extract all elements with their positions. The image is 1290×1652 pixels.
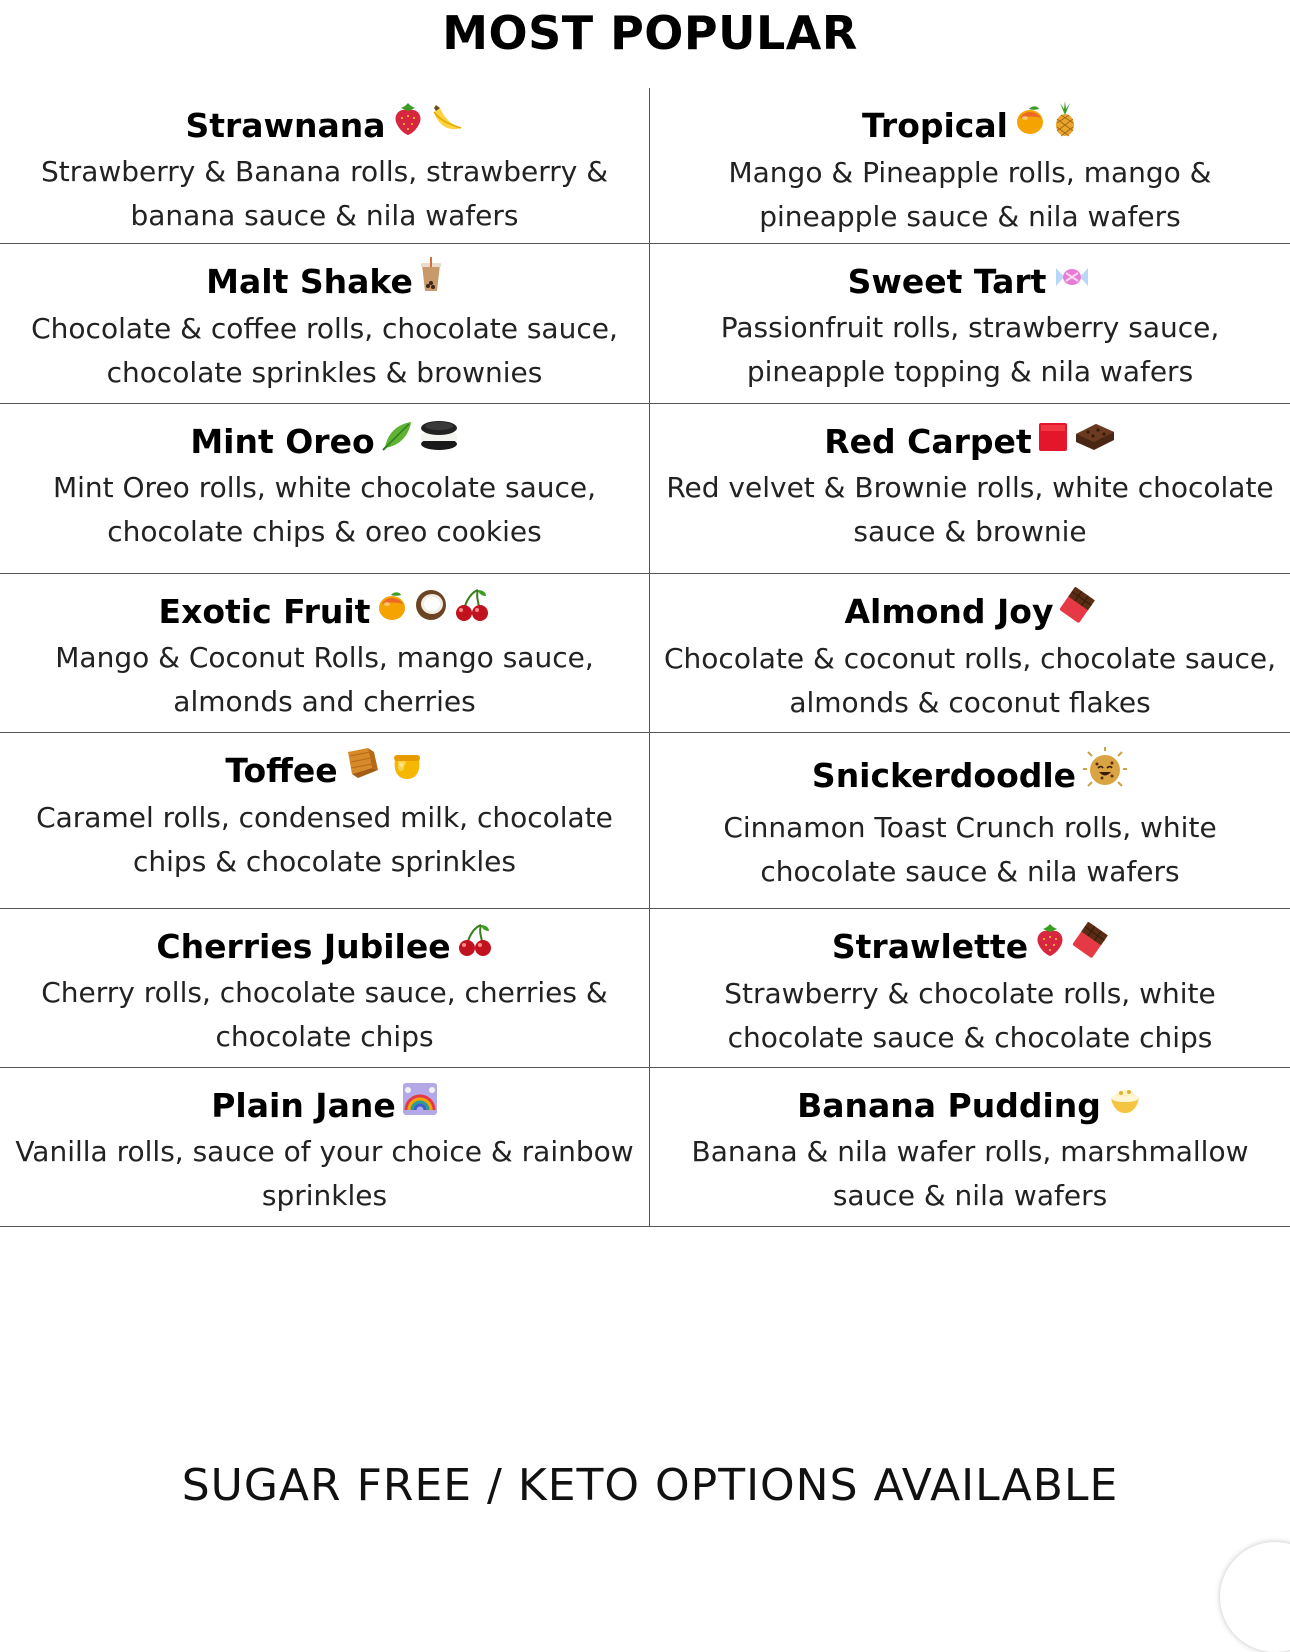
- item-name: Strawlette: [831, 927, 1029, 966]
- item-name: Snickerdoodle: [811, 756, 1077, 795]
- candy-icon: [1052, 259, 1092, 303]
- item-name: Banana Pudding: [797, 1086, 1101, 1125]
- item-description: Cinnamon Toast Crunch rolls, white chocolate sauce & nila wafers: [723, 811, 1217, 888]
- item-name-line: [650, 1084, 1290, 1130]
- menu-item-left: [0, 733, 650, 908]
- mango-icon: [376, 589, 408, 633]
- item-name-line: [650, 925, 1290, 972]
- item-description: Strawberry & chocolate rolls, white chocolate sauce & chocolate chips: [724, 977, 1216, 1054]
- menu-row: [0, 88, 1290, 244]
- item-description: Mango & Coconut Rolls, mango sauce, almonds and cherries: [55, 641, 594, 718]
- item-description: Mango & Pineapple rolls, mango & pineapple sauce & nila wafers: [728, 156, 1212, 233]
- menu-item-left: [0, 404, 650, 573]
- item-name-line: [650, 590, 1290, 637]
- item-name-line: [0, 104, 649, 150]
- cherries-icon: [454, 588, 490, 633]
- item-name-line: [650, 104, 1290, 151]
- menu-item-right: [650, 88, 1290, 243]
- item-description: Cherry rolls, chocolate sauce, cherries & chocolate chips: [41, 976, 608, 1053]
- menu-row: [0, 1068, 1290, 1227]
- item-description: Vanilla rolls, sauce of your choice & rainbow sprinkles: [15, 1135, 634, 1212]
- menu-item-right: [650, 404, 1290, 573]
- cherries-icon: [457, 923, 493, 968]
- bubble-tea-icon: [419, 257, 443, 304]
- menu-item-right: [650, 733, 1290, 908]
- item-name-line: [0, 590, 649, 636]
- item-description: Passionfruit rolls, strawberry sauce, pineapple topping & nila wafers: [720, 310, 1220, 388]
- corner-curl: [1220, 1542, 1290, 1652]
- strawberry-icon: [1034, 923, 1066, 968]
- mango-icon: [1014, 103, 1046, 147]
- item-name-line: [0, 1084, 649, 1130]
- item-description: Chocolate & coffee rolls, chocolate sauce, chocolate sprinkles & brownies: [31, 312, 618, 389]
- item-name-line: [650, 420, 1290, 466]
- rainbow-icon: [402, 1082, 438, 1127]
- menu-item-left: [0, 244, 650, 403]
- menu-item-left: [0, 574, 650, 732]
- item-name: Mint Oreo: [190, 422, 375, 461]
- banana-icon: [430, 102, 464, 147]
- leaf-icon: [381, 418, 413, 463]
- menu-item-right: [650, 574, 1290, 732]
- menu-row: [0, 909, 1290, 1068]
- item-name: Exotic Fruit: [158, 592, 371, 631]
- menu-row: [0, 574, 1290, 733]
- item-name-line: [0, 749, 649, 796]
- item-description: Chocolate & coconut rolls, chocolate sauce, almonds & coconut flakes: [664, 642, 1276, 719]
- item-name: Almond Joy: [844, 592, 1054, 631]
- item-name: Malt Shake: [206, 262, 413, 301]
- honey-pot-icon: [390, 747, 424, 792]
- item-name-line: [0, 260, 649, 307]
- menu-item-left: [0, 1068, 650, 1226]
- item-name: Cherries Jubilee: [156, 927, 451, 966]
- item-name: Tropical: [862, 106, 1008, 145]
- chocolate-bar-icon: [1059, 587, 1095, 634]
- item-name-line: [650, 749, 1290, 806]
- item-name-line: [0, 420, 649, 466]
- item-description: Strawberry & Banana rolls, strawberry & banana sauce & nila wafers: [40, 155, 609, 232]
- chocolate-bar-icon: [1072, 922, 1108, 969]
- strawberry-icon: [392, 102, 424, 147]
- red-square-icon: [1038, 419, 1068, 463]
- menu-grid: [0, 88, 1290, 1227]
- page-title: MOST POPULAR: [442, 6, 858, 60]
- brownie-icon: [1074, 419, 1116, 463]
- item-name: Toffee: [225, 751, 338, 790]
- menu-item-right: [650, 1068, 1290, 1226]
- menu-item-right: [650, 909, 1290, 1067]
- menu-row: [0, 733, 1290, 909]
- item-name: Strawnana: [185, 106, 386, 145]
- pudding-bowl-icon: [1107, 1082, 1143, 1127]
- menu-item-left: [0, 88, 650, 243]
- menu-item-left: [0, 909, 650, 1067]
- item-description: Caramel rolls, condensed milk, chocolate chips & chocolate sprinkles: [36, 801, 613, 878]
- item-description: Mint Oreo rolls, white chocolate sauce, chocolate chips & oreo cookies: [52, 471, 597, 548]
- menu-row: [0, 404, 1290, 574]
- item-name: Red Carpet: [824, 422, 1032, 461]
- cookie-face-icon: [1082, 746, 1128, 803]
- caramel-icon: [344, 746, 384, 793]
- item-name-line: [0, 925, 649, 971]
- pineapple-icon: [1052, 101, 1078, 148]
- item-description: Red velvet & Brownie rolls, white chocolate sauce & brownie: [666, 470, 1274, 548]
- coconut-icon: [414, 588, 448, 633]
- menu-item-right: [650, 244, 1290, 403]
- oreo-cookie-icon: [419, 418, 459, 463]
- item-name: Plain Jane: [211, 1086, 396, 1125]
- item-name-line: [650, 260, 1290, 306]
- item-name: Sweet Tart: [847, 262, 1047, 301]
- sugar-free-keto-note: SUGAR FREE / KETO OPTIONS AVAILABLE: [181, 1460, 1119, 1511]
- menu-row: [0, 244, 1290, 404]
- item-description: Banana & nila wafer rolls, marshmallow sauce & nila wafers: [691, 1135, 1249, 1212]
